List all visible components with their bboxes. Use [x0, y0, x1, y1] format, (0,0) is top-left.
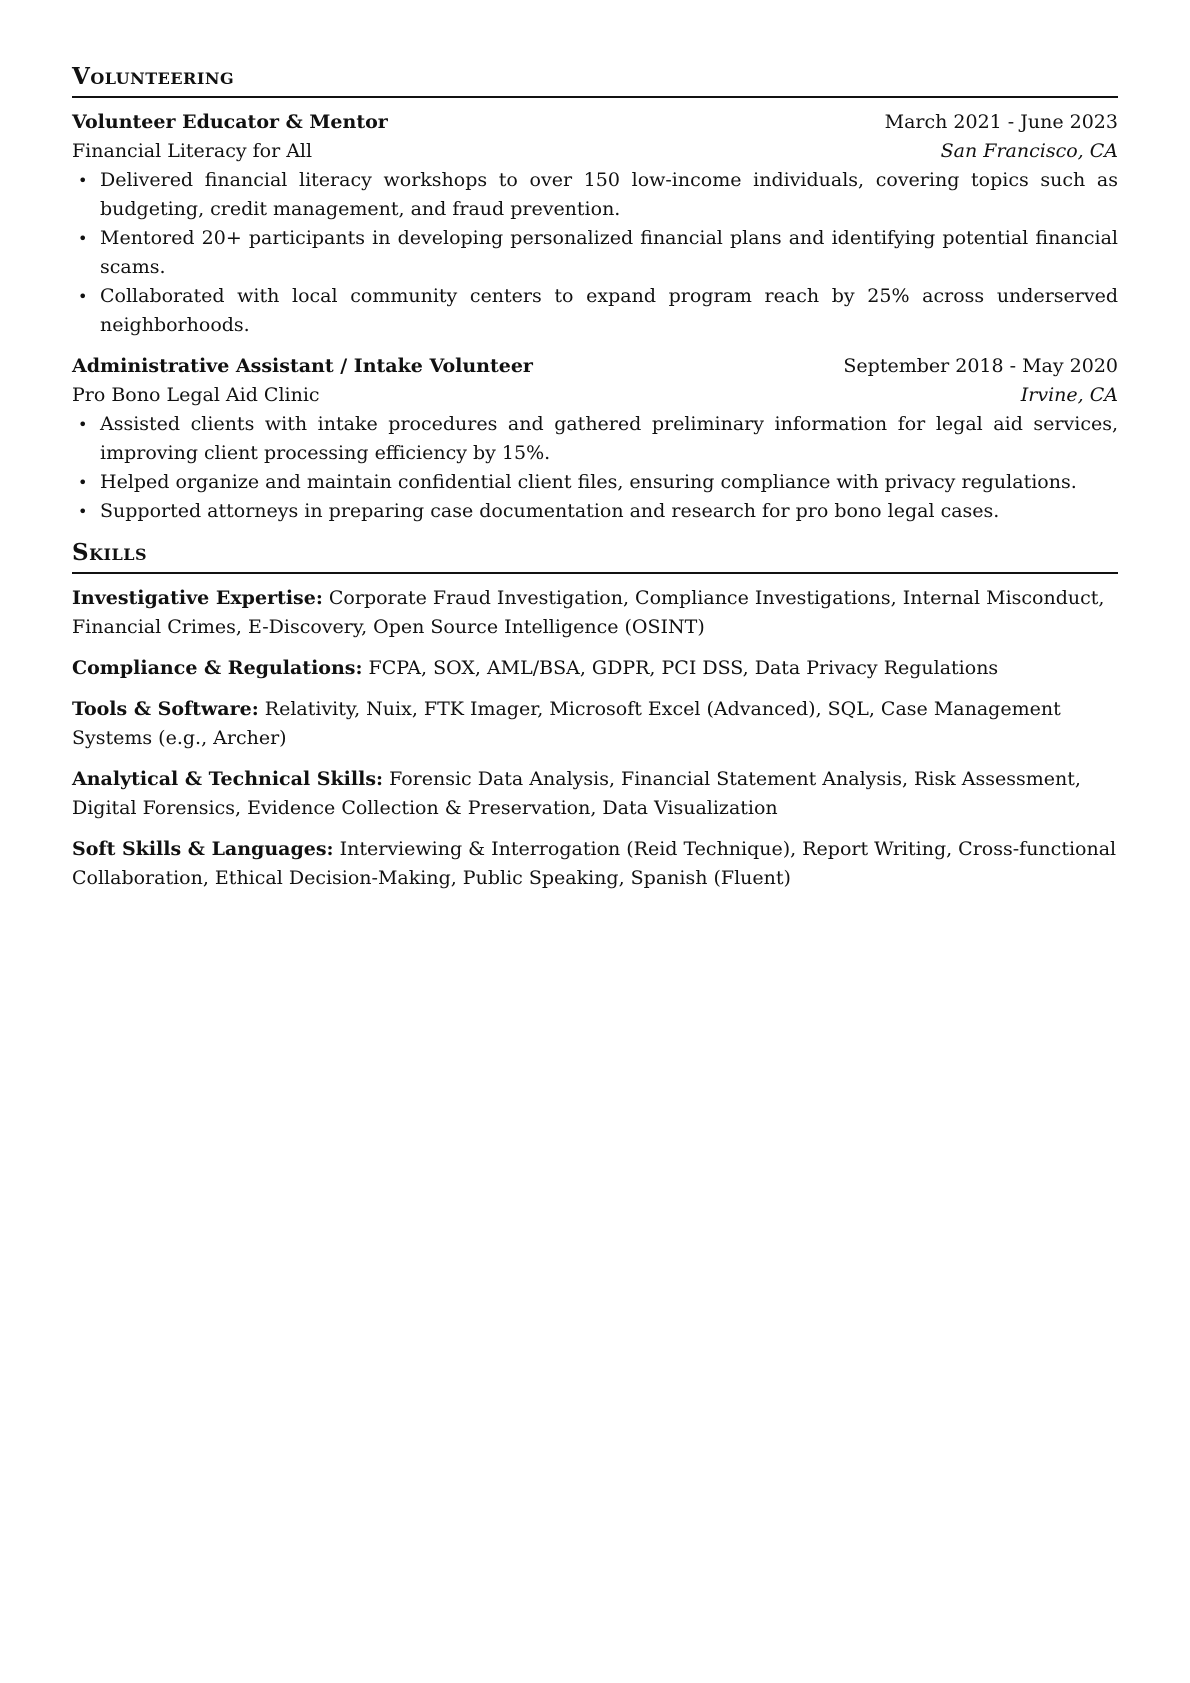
entry-location: Irvine, CA [1020, 384, 1118, 406]
skill-item [72, 584, 1118, 642]
entry-header-row [72, 352, 1118, 381]
bullet-item: • Collaborated with local community centers to expand program reach by 25% across underserved neighborhoods. [100, 282, 1118, 340]
section-divider [72, 96, 1118, 98]
section-title-volunteering: Volunteering [72, 63, 235, 90]
skill-label: Investigative Expertise: [72, 587, 323, 609]
bullet-item: • Mentored 20+ participants in developing personalized financial plans and identifying potential financial scams. [100, 224, 1118, 282]
skill-label: Analytical & Technical Skills: [72, 768, 384, 790]
section-divider [72, 572, 1118, 574]
skill-text: Interviewing & Interrogation (Reid Technique), Report Writing, Cross-functional Collaboration, Ethical Decision-Making, Public Speaking, Spanish (Fluent) [72, 838, 1117, 889]
entry-bullet-list [72, 410, 1118, 526]
volunteering-section [72, 62, 1118, 526]
bullet-item: • Supported attorneys in preparing case documentation and research for pro bono legal cases. [100, 497, 1118, 526]
bullet-item: • Helped organize and maintain confidential client files, ensuring compliance with privacy regulations. [100, 468, 1118, 497]
skill-item [72, 695, 1118, 753]
entry-role: Volunteer Educator & Mentor [72, 111, 388, 133]
skill-item [72, 765, 1118, 823]
skill-text: Relativity, Nuix, FTK Imager, Microsoft Excel (Advanced), SQL, Case Management Systems (e.g., Archer) [72, 698, 1061, 749]
entry-organization: Financial Literacy for All [72, 140, 313, 162]
entry-header-row [72, 108, 1118, 137]
section-title-skills: Skills [72, 539, 148, 566]
entry-subheader-row [72, 381, 1118, 410]
volunteer-entry [72, 108, 1118, 340]
entry-organization: Pro Bono Legal Aid Clinic [72, 384, 320, 406]
skill-label: Tools & Software: [72, 698, 259, 720]
entry-bullet-list [72, 166, 1118, 340]
skill-text: FCPA, SOX, AML/BSA, GDPR, PCI DSS, Data Privacy Regulations [368, 657, 999, 679]
entry-subheader-row [72, 137, 1118, 166]
bullet-item: • Assisted clients with intake procedures and gathered preliminary information for legal aid services, improving client processing efficiency by 15%. [100, 410, 1118, 468]
skill-label: Soft Skills & Languages: [72, 838, 334, 860]
entry-location: San Francisco, CA [940, 140, 1118, 162]
entry-role: Administrative Assistant / Intake Volunteer [72, 355, 533, 377]
entry-dates: September 2018 - May 2020 [843, 355, 1118, 377]
skill-text: Corporate Fraud Investigation, Compliance Investigations, Internal Misconduct, Financial Crimes, E-Discovery, Open Source Intelligence (OSINT) [72, 587, 1105, 638]
skill-text: Forensic Data Analysis, Financial Statement Analysis, Risk Assessment, Digital Forensics, Evidence Collection & Preservation, Data Visualization [72, 768, 1081, 819]
skills-section [72, 538, 1118, 893]
entry-dates: March 2021 - June 2023 [884, 111, 1118, 133]
resume-page [72, 62, 1118, 905]
skill-label: Compliance & Regulations: [72, 657, 363, 679]
skill-item [72, 654, 1118, 683]
skill-item [72, 835, 1118, 893]
volunteer-entry [72, 352, 1118, 526]
bullet-item: • Delivered financial literacy workshops to over 150 low-income individuals, covering topics such as budgeting, credit management, and fraud prevention. [100, 166, 1118, 224]
